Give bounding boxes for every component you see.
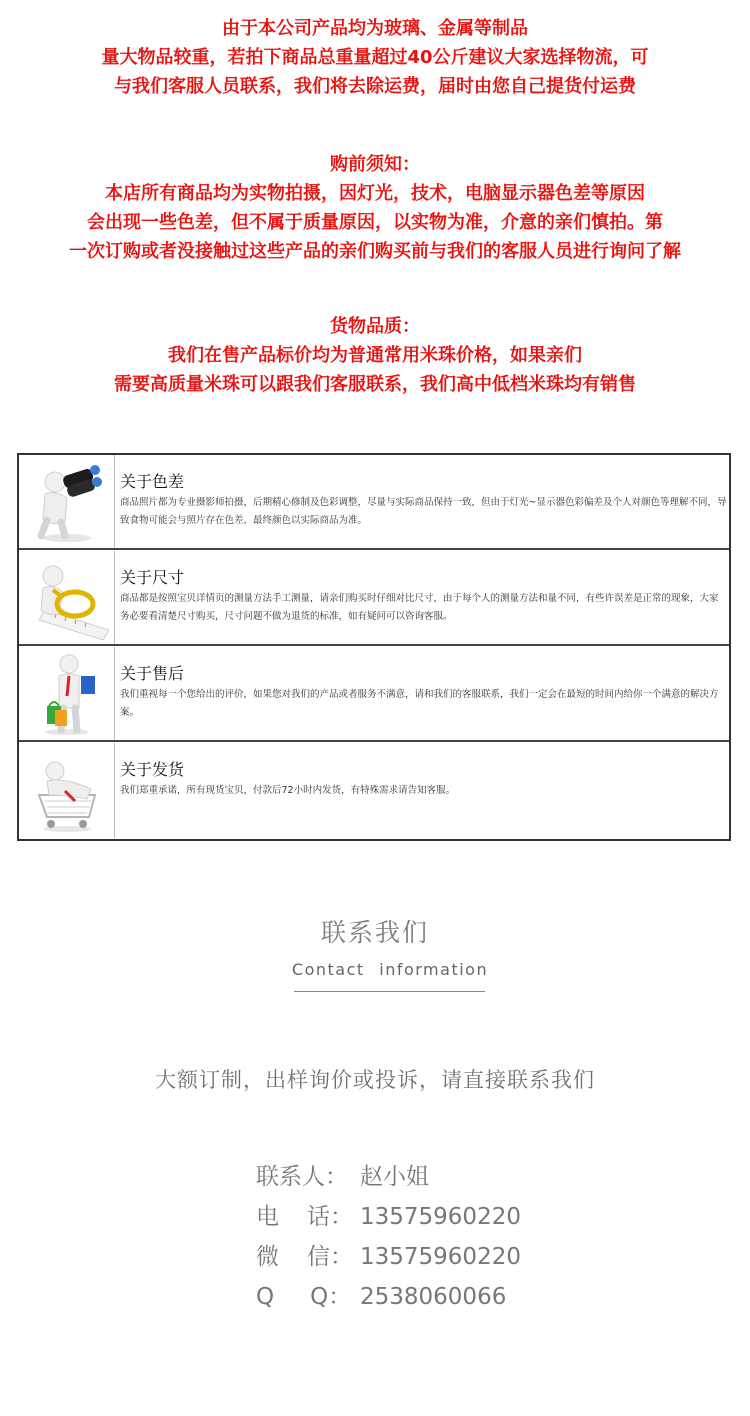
- quality-notice-line: 我们在售产品标价均为普通常用米珠价格，如果亲们: [168, 345, 582, 366]
- info-row-size: [19, 551, 729, 646]
- binoculars-figure-icon: [19, 455, 115, 548]
- shopping-bags-figure-icon: [19, 647, 115, 740]
- contact-label: 话: [307, 1204, 330, 1230]
- contact-phone: [256, 1198, 521, 1231]
- contact-value: 13575960220: [360, 1204, 521, 1230]
- contact-value: 13575960220: [360, 1244, 521, 1270]
- contact-wechat: [256, 1238, 521, 1271]
- info-row-desc: 商品都是按照宝贝详情页的测量方法手工测量，请亲们购买时仔细对比尺寸，由于每个人的测量方法和量不同，有些许误差是正常的现象，大家务必要看清楚尺寸购买，尺寸问题不做为退货的标准，如有疑问可以咨询客服。: [120, 593, 719, 622]
- contact-intro: 大额订制，出样询价或投诉，请直接联系我们: [155, 1068, 595, 1092]
- contact-separator: ：: [325, 1164, 348, 1190]
- info-table: [17, 453, 731, 841]
- info-row-shipping: [19, 743, 729, 838]
- contact-label: Q: [256, 1284, 275, 1310]
- contact-separator: ：: [330, 1244, 353, 1270]
- info-row-desc: 商品照片都为专业摄影师拍摄，后期精心修制及色彩调整，尽量与实际商品保持一致，但由于灯光~显示器色彩偏差及个人对颜色等理解不同，导致食物可能会与照片存在色差，最终颜色以实际商品为准。: [120, 497, 727, 526]
- contact-separator: ：: [330, 1204, 353, 1230]
- contact-label: Q: [310, 1284, 329, 1310]
- info-row-desc: 我们重视每一个您给出的评价，如果您对我们的产品或者服务不满意，请和我们的客服联系，我们一定会在最短的时间内给你一个满意的解决方案。: [120, 689, 719, 718]
- quality-notice-line: 需要高质量米珠可以跟我们客服联系，我们高中低档米珠均有销售: [114, 374, 636, 395]
- quality-notice: [0, 312, 750, 399]
- shopping-cart-figure-icon: [19, 743, 115, 838]
- info-row-title: 关于尺寸: [120, 568, 185, 587]
- contact-label: 信: [307, 1244, 330, 1270]
- contact-value: 赵小姐: [360, 1164, 429, 1190]
- info-row-title: 关于发货: [120, 760, 185, 779]
- contact-separator: ：: [328, 1284, 352, 1310]
- quality-notice-heading: 货物品质：: [330, 316, 420, 337]
- purchase-notice-heading: 购前须知：: [330, 154, 420, 175]
- shipping-notice-line: 与我们客服人员联系，我们将去除运费，届时由您自己提货付运费: [114, 76, 636, 97]
- contact-label: 电: [256, 1204, 279, 1230]
- info-row-title: 关于售后: [120, 664, 185, 683]
- info-row-color: [19, 455, 729, 550]
- tape-measure-figure-icon: [19, 551, 115, 644]
- purchase-notice-line: 本店所有商品均为实物拍摄，因灯光，技术，电脑显示器色差等原因: [105, 183, 645, 204]
- info-row-title: 关于色差: [120, 472, 185, 491]
- contact-subtitle: Contact information: [291, 960, 489, 979]
- contact-person: [256, 1158, 429, 1191]
- purchase-notice: [0, 150, 750, 266]
- info-row-aftersale: [19, 647, 729, 742]
- contact-label: 联系人: [256, 1164, 325, 1190]
- shipping-notice-line: 量大物品较重，若拍下商品总重量超过40公斤建议大家选择物流，可: [101, 47, 649, 68]
- contact-qq: [256, 1278, 506, 1311]
- contact-divider: [294, 991, 485, 992]
- purchase-notice-line: 会出现一些色差，但不属于质量原因，以实物为准，介意的亲们慎拍。第: [87, 212, 663, 233]
- purchase-notice-line: 一次订购或者没接触过这些产品的亲们购买前与我们的客服人员进行询问了解: [69, 241, 681, 262]
- contact-value: 2538060066: [360, 1284, 507, 1310]
- shipping-notice-line: 由于本公司产品均为玻璃、金属等制品: [222, 18, 528, 39]
- contact-label: 微: [256, 1244, 279, 1270]
- info-row-desc: 我们郑重承诺，所有现货宝贝，付款后72小时内发货，有特殊需求请告知客服。: [120, 785, 456, 796]
- shipping-notice: [0, 14, 750, 101]
- contact-title: 联系我们: [320, 918, 429, 947]
